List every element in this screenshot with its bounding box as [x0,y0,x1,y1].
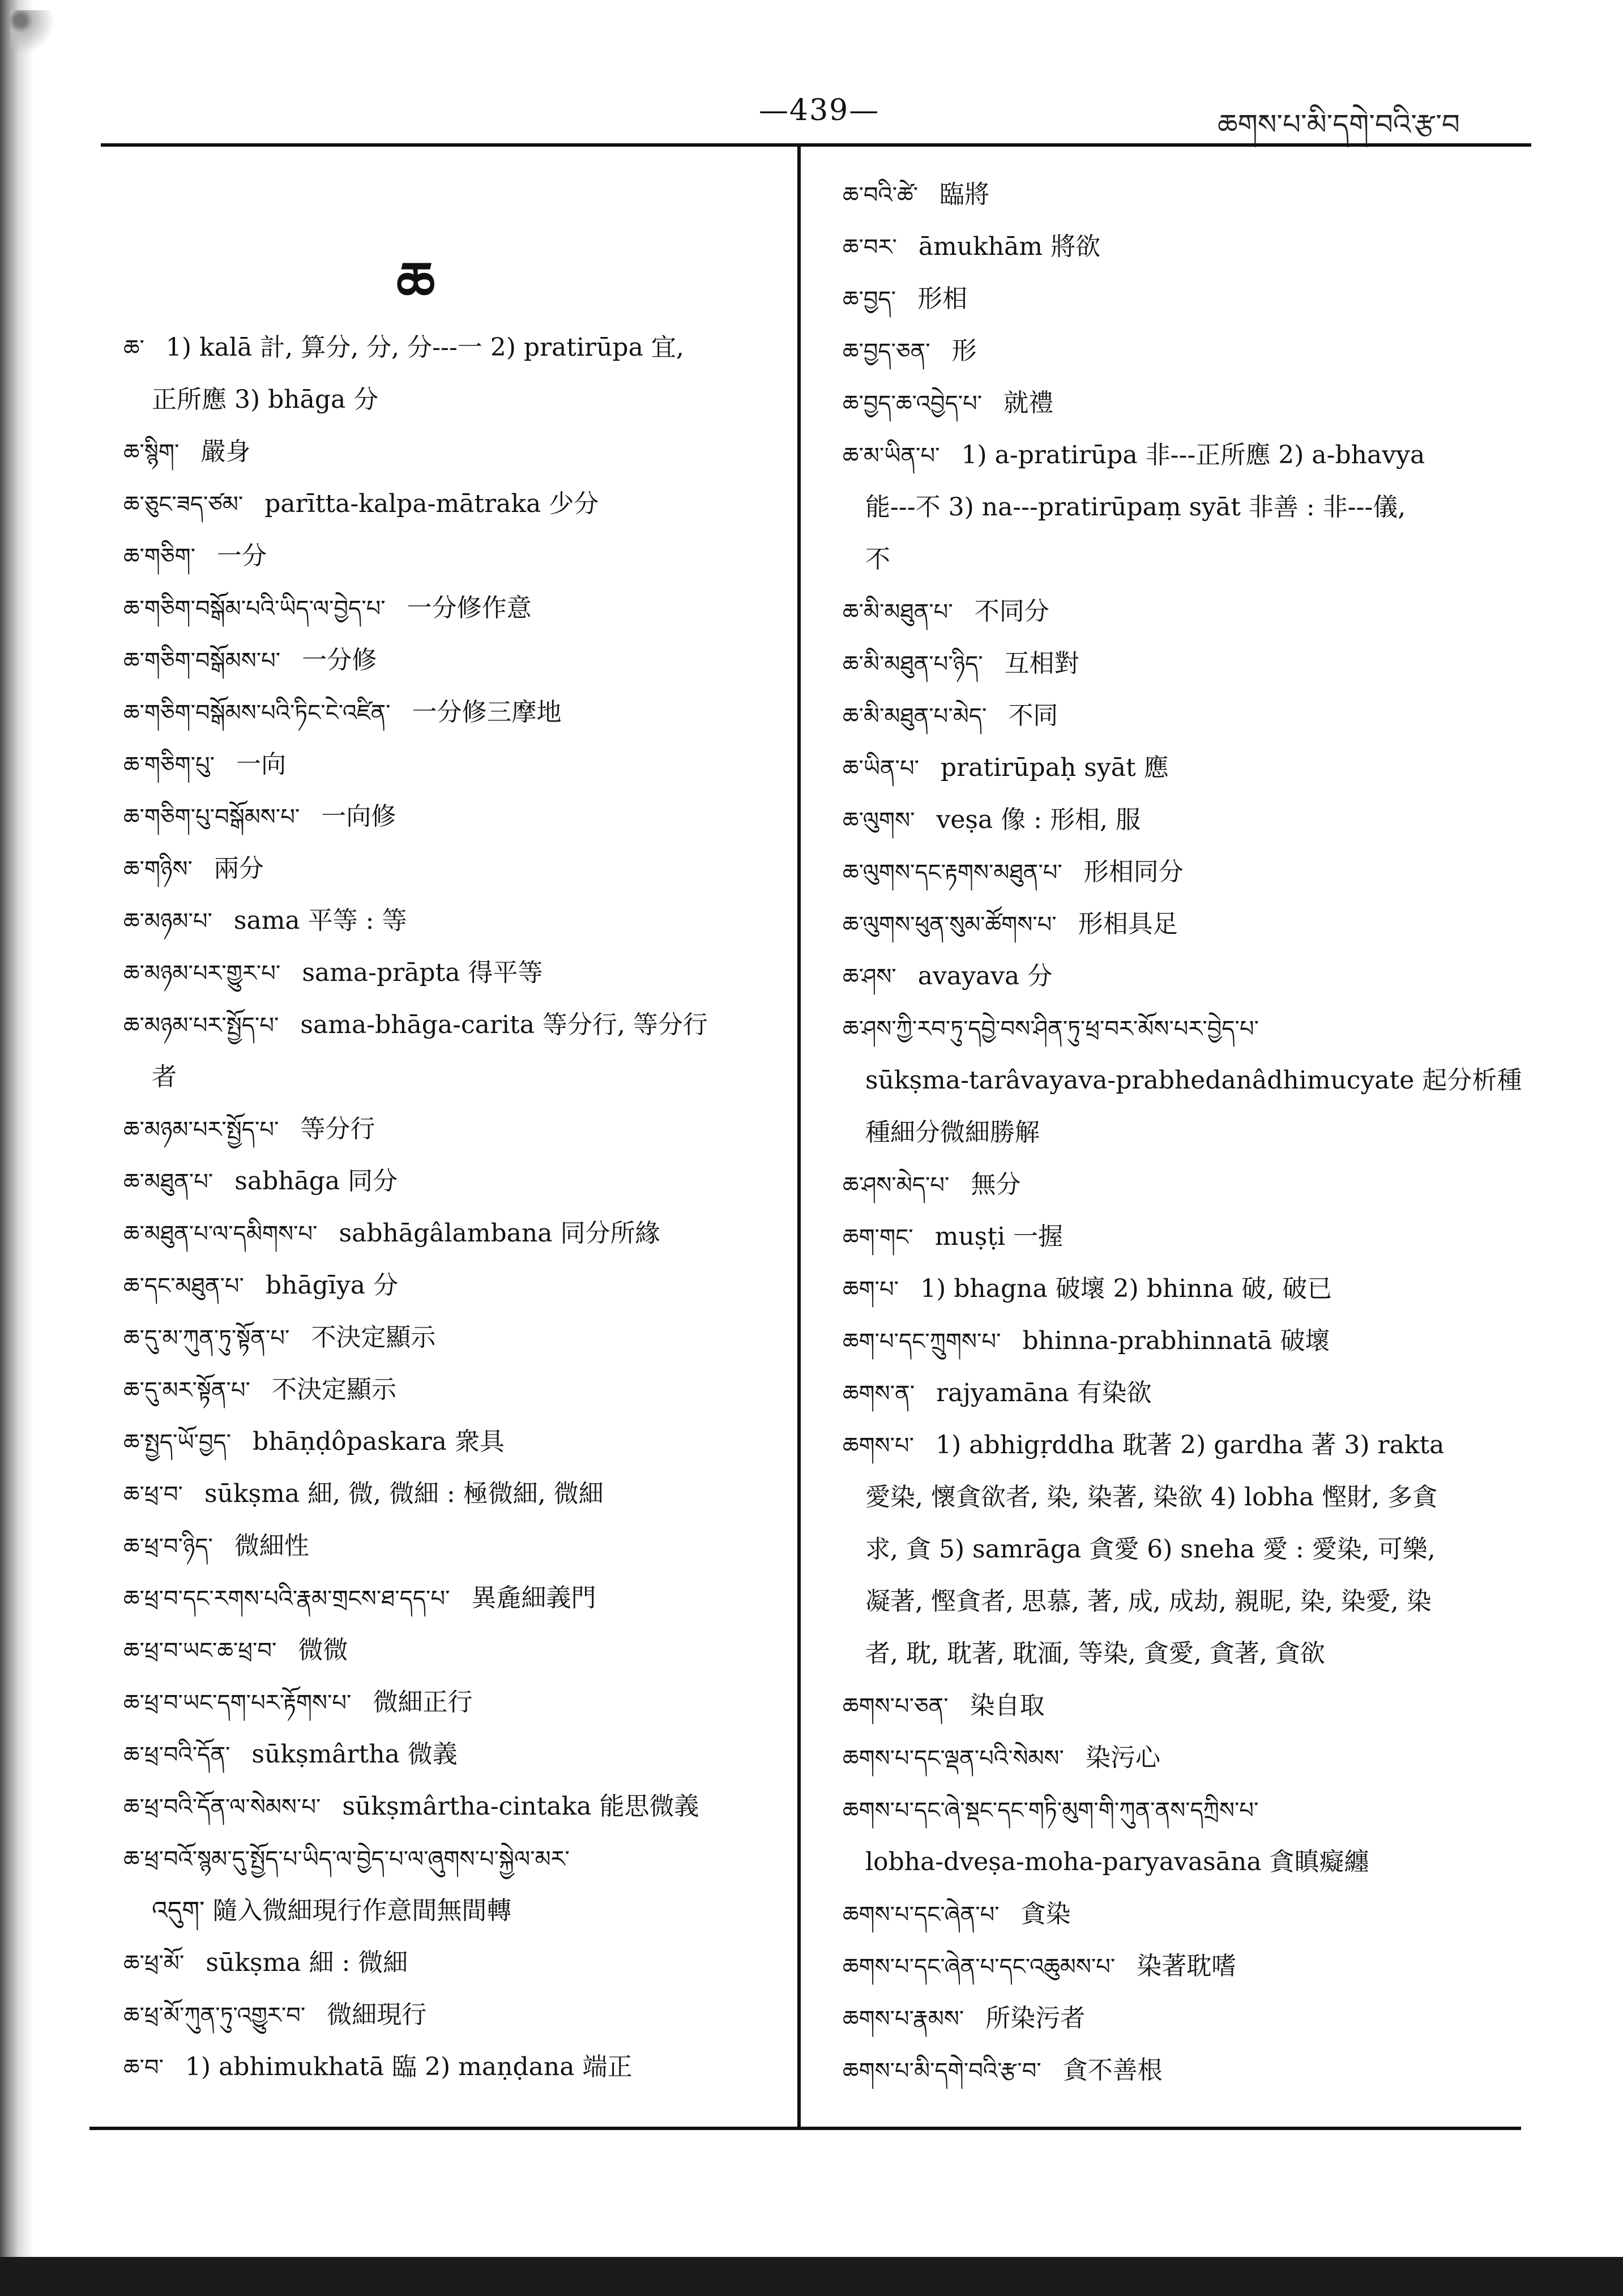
dictionary-entry [123,895,407,948]
entry-continuation: 不 [865,545,890,574]
entry-continuation: 求, 貪 5) samrāga 貪愛 6) sneha 愛 : 愛染, 可樂, [865,1535,1436,1564]
entry-continuation: 能---不 3) na---pratirūpaṃ syāt 非善 : 非---儀, [865,493,1406,522]
dictionary-entry [123,322,684,374]
dictionary-entry [843,169,989,221]
dictionary-entry [843,846,1184,899]
dictionary-entry [123,1624,348,1677]
dictionary-entry [123,1312,435,1364]
entry-definition: 微細正行 [373,1688,473,1717]
entry-headword: ཆག་གང་ [843,1224,913,1251]
entry-headword: ཆ་དུ་མར་སྟོན་པ་ [123,1377,250,1403]
scan-left-shadow [0,0,34,2296]
entry-headword: ཆ་བྱད་ཆ་འབྱེད་པ་ [843,391,983,417]
entry-headword: ཆ་བར་ [843,234,897,261]
dictionary-entry [123,1781,699,1833]
entry-definition: rajyamāna 有染欲 [936,1379,1152,1407]
entry-definition: parītta-kalpa-mātraka 少分 [264,489,599,518]
dictionary-entry [843,1159,1020,1211]
entry-definition: 形相 [917,284,968,313]
entry-definition: 染污心 [1085,1743,1160,1772]
dictionary-entry [123,426,250,479]
dictionary-entry [123,1468,604,1521]
dictionary-entry [123,1729,458,1781]
entry-definition: sūkṣmârtha 微義 [251,1740,458,1769]
dictionary-entry [843,429,1425,482]
entry-continuation: sūkṣma-tarâvayava-prabhedanâdhimucyate 起分析種 [865,1066,1522,1095]
entry-headword: ཆ་ལུགས་ [843,808,915,834]
entry-headword: ཆ་ཕྲ་བ་ [123,1482,183,1508]
entry-headword: ཆ་གཅིག་པུ་ [123,752,215,778]
column-divider [797,145,801,2127]
entry-headword: ཆགས་པ་མི་དགེ་བའི་རྩ་བ་ [843,2058,1041,2084]
dictionary-entry [123,1103,375,1156]
entry-headword: ཆ་མཐུན་པ་ [123,1169,213,1195]
entry-headword: ཆ་ཤས་ [843,964,896,990]
dictionary-entry [843,1732,1160,1785]
entry-definition: sūkṣma 細 : 微細 [206,1948,408,1977]
entry-definition: 不同分 [974,597,1049,626]
dictionary-entry [123,582,532,635]
entry-headword: ཆ་མཉམ་པར་སྤྱོད་པ་ [123,1013,279,1039]
entry-headword: ཆ་ཕྲ་མོ་ཀུན་ཏུ་འགྱུར་བ་ [123,2003,306,2029]
entry-definition: sama-bhāga-carita 等分行, 等分行 [300,1010,708,1039]
running-head: ཆགས་པ་མི་དགེ་བའི་རྩ་བ [1218,108,1460,141]
footer-rule [89,2127,1521,2130]
entry-definition: avayava 分 [917,962,1053,991]
entry-headword: ཆ་ཕྲ་བ་ཉིད་ [123,1534,213,1560]
entry-definition: 1) abhigṛddha 耽著 2) gardha 著 3) rakta [936,1431,1445,1459]
dictionary-entry [843,1315,1330,1368]
entry-definition: 一向修 [321,802,396,831]
entry-headword: ཆ་ཤས་ཀྱི་རབ་ཏུ་དབྱེ་བས་ཤིན་ཏུ་ཕྲ་བར་མོས་པར་བྱེད་པ་ [843,1016,1259,1042]
entry-definition: 貪不善根 [1062,2056,1163,2085]
entry-definition: 臨將 [939,180,989,209]
entry-headword: ཆ་གཅིག་ [123,544,196,570]
entry-definition: pratirūpaḥ syāt 應 [941,753,1169,782]
dictionary-entry [843,221,1100,274]
dictionary-entry [843,377,1053,430]
entry-definition: 一分修 [302,646,377,675]
dictionary-entry [843,1784,1280,1837]
entry-headword: ཆགས་པ་རྣམས་ [843,2006,964,2032]
dictionary-entry [843,690,1058,742]
dictionary-entry [123,1364,396,1416]
entry-definition: 不決定顯示 [271,1375,396,1404]
dictionary-entry [123,1416,505,1469]
entry-definition: sama-prāpta 得平等 [302,958,543,987]
entry-definition: sūkṣmârtha-cintaka 能思微義 [342,1792,699,1821]
entry-definition: 形 [951,336,977,365]
entry-continuation: 愛染, 懷貪欲者, 染, 染著, 染欲 4) lobha 慳財, 多貪 [865,1483,1438,1512]
entry-headword: ཆ་མཉམ་པ་ [123,908,212,934]
entry-definition: 微細性 [234,1531,309,1560]
entry-definition: sūkṣma 細, 微, 微細 : 極微細, 微細 [204,1479,604,1508]
dictionary-entry [123,634,377,687]
dictionary-entry [843,1992,1085,2045]
entry-headword: ཆགས་པ་དང་ཞེན་པ་དང་འཆུམས་པ་ [843,1954,1116,1980]
dictionary-entry [123,947,543,1000]
entry-continuation: འདུག་ 隨入微細現行作意間無間轉 [152,1896,512,1925]
entry-headword: ཆ་མི་མཐུན་པ་ཉིད་ [843,651,983,677]
entry-headword: ཆགས་པ་ཅན་ [843,1693,949,1719]
entry-headword: ཆ་བྱད་ [843,287,896,313]
entry-headword: ཆ་བྱད་ཅན་ [843,339,930,365]
entry-definition: 所染污者 [985,2004,1086,2033]
entry-continuation: 者, 耽, 耽著, 耽湎, 等染, 貪愛, 貪著, 貪欲 [865,1639,1325,1668]
entry-headword: ཆགས་པ་དང་ལྡན་པའི་སེམས་ [843,1746,1064,1772]
entry-definition: 1) bhagna 破壞 2) bhinna 破, 破已 [920,1274,1332,1303]
dictionary-entry [123,1833,591,1885]
dictionary-entry [843,1367,1152,1420]
dictionary-entry [843,2045,1163,2097]
entry-definition: 1) abhimukhatā 臨 2) maṇḍana 端正 [185,2052,633,2081]
entry-definition: 嚴身 [200,437,251,466]
dictionary-entry [843,325,977,378]
entry-definition: 1) kalā 計, 算分, 分, 分---一 2) pratirūpa 宜, [165,333,684,362]
scan-bottom-edge [0,2257,1623,2296]
entry-headword: ཆ་མི་མཐུན་པ་ [843,599,953,625]
entry-definition: āmukhām 將欲 [918,232,1101,261]
entry-headword: ཆག་པ་དང་ཀྲུགས་པ་ [843,1329,1001,1355]
entry-headword: ཆ་ཅུང་ཟད་ཙམ་ [123,492,244,518]
entry-definition: bhinna-prabhinnatā 破壞 [1022,1326,1330,1355]
entry-continuation: lobha-dveṣa-moha-paryavasāna 貪瞋癡纏 [865,1847,1369,1876]
entry-continuation: 種細分微細勝解 [865,1118,1040,1147]
dictionary-entry [123,1207,660,1260]
entry-headword: ཆ་ [123,335,144,361]
entry-headword: ཆ་ཕྲ་བའི་དོན་ལ་སེམས་པ་ [123,1794,321,1820]
entry-definition: 兩分 [213,854,264,883]
dictionary-entry [843,1888,1071,1941]
entry-definition: 一分修三摩地 [412,698,562,727]
entry-definition: 無分 [971,1170,1021,1199]
entry-headword: ཆགས་པ་ [843,1433,915,1459]
entry-headword: ཆ་དུ་མ་ཀུན་ཏུ་སྟོན་པ་ [123,1325,290,1351]
dictionary-entry [123,843,264,895]
entry-definition: 一分 [217,541,267,570]
dictionary-entry [843,1419,1444,1472]
entry-definition: 不決定顯示 [311,1323,436,1352]
entry-headword: ཆ་ཕྲ་བའོ་སྙམ་དུ་སྤྱོད་པ་ཡིད་ལ་བྱེད་པ་ལ་ཞུགས་པ་སྐྱེལ་མར་ [123,1846,570,1872]
entry-definition: 不同 [1008,701,1058,730]
entry-headword: ཆ་ལུགས་ཕུན་སུམ་ཚོགས་པ་ [843,912,1057,938]
entry-continuation: 正所應 3) bhāga 分 [152,385,379,414]
entry-definition: bhāgīya 分 [265,1271,398,1300]
entry-headword: ཆ་བའི་ཚེ་ [843,182,918,208]
entry-headword: ཆ་ལུགས་དང་རྟགས་མཐུན་པ་ [843,860,1062,886]
entry-headword: ཆ་ཤས་མེད་པ་ [843,1172,950,1198]
dictionary-entry [843,1211,1063,1264]
entry-definition: 1) a-pratirūpa 非---正所應 2) a-bhavya [961,441,1425,470]
entry-definition: sabhāgâlambana 同分所緣 [339,1219,660,1248]
entry-headword: ཆ་མཐུན་པ་ལ་དམིགས་པ་ [123,1221,318,1247]
dictionary-entry [123,1572,596,1625]
entry-definition: 一分修作意 [407,594,532,622]
entry-definition: 形相具足 [1078,910,1178,938]
entry-headword: ཆ་ཕྲ་མོ་ [123,1951,185,1977]
page-number: —439— [759,93,880,127]
dictionary-entry [123,1676,472,1729]
dictionary-entry [123,686,562,739]
dictionary-entry [843,794,1141,847]
dictionary-entry [123,2041,632,2094]
entry-headword: ཆ་མི་མཐུན་པ་མེད་ [843,703,987,729]
entry-definition: 貪染 [1020,1900,1071,1928]
entry-headword: ཆ་གཅིག་བསྒོམ་པའི་ཡིད་ལ་བྱེད་པ་ [123,596,386,622]
dictionary-entry [123,1989,426,2042]
dictionary-entry [123,1155,398,1208]
entry-headword: ཆ་མཉམ་པར་སྤྱོད་པ་ [123,1117,279,1143]
section-letter: ཆ [396,250,435,314]
entry-headword: ཆ་སྙིག་ [123,439,180,466]
entry-definition: 染著耽嗜 [1137,1952,1237,1981]
dictionary-entry [123,1520,309,1573]
entry-definition: 就禮 [1003,389,1054,417]
entry-definition: muṣṭi 一握 [934,1222,1064,1251]
entry-headword: ཆ་ཕྲ་བ་དང་རགས་པའི་རྣམ་གྲངས་ཐ་དད་པ་ [123,1586,450,1612]
dictionary-entry [843,586,1049,638]
entry-definition: 微細現行 [327,2000,427,2029]
entry-headword: ཆག་པ་ [843,1277,899,1303]
entry-definition: 形相同分 [1083,857,1184,886]
entry-headword: ཆ་མཉམ་པར་གྱུར་པ་ [123,961,281,987]
entry-continuation: 凝著, 慳貪者, 思慕, 著, 成, 成劫, 親昵, 染, 染愛, 染 [865,1587,1432,1616]
entry-definition: veṣa 像 : 形相, 服 [936,805,1141,834]
entry-headword: ཆ་གཅིག་བསྒོམས་པའི་ཏིང་ངེ་འཛིན་ [123,700,391,726]
entry-headword: ཆ་དང་མཐུན་པ་ [123,1273,244,1299]
dictionary-entry [123,530,267,583]
dictionary-entry [843,273,967,326]
entry-headword: ཆ་ཕྲ་བའི་དོན་ [123,1742,230,1768]
dictionary-entry [843,898,1178,951]
entry-definition: 染自取 [969,1691,1045,1720]
entry-headword: ཆ་མ་ཡིན་པ་ [843,443,940,469]
dictionary-entry [123,739,286,791]
dictionary-entry [843,1263,1332,1316]
entry-headword: ཆ་གཅིག་བསྒོམས་པ་ [123,648,281,674]
entry-definition: sabhāga 同分 [234,1167,398,1196]
dictionary-entry [123,1937,408,1990]
dictionary-entry [843,1940,1236,1993]
entry-continuation: 者 [152,1062,177,1091]
entry-headword: ཆ་བ་ [123,2055,164,2081]
entry-definition: 異麁細義門 [471,1584,596,1612]
entry-headword: ཆ་གཅིག་པུ་བསྒོམས་པ་ [123,804,300,830]
scan-corner-mark [10,10,61,61]
entry-headword: ཆགས་ན་ [843,1381,915,1407]
dictionary-entry [843,1002,1280,1055]
dictionary-entry [843,742,1169,795]
dictionary-entry [123,478,599,531]
dictionary-entry [123,791,396,843]
dictionary-entry [843,638,1079,690]
dictionary-entry [123,999,708,1052]
entry-headword: ཆགས་པ་དང་ཞེ་སྡང་དང་གཏི་མུག་གི་ཀུན་ནས་དཀྲིས་པ་ [843,1798,1259,1824]
dictionary-entry [123,1260,398,1312]
entry-headword: ཆ་ཕྲ་བ་ཡང་ཆ་ཕྲ་བ་ [123,1638,277,1664]
entry-definition: bhāṇḍôpaskara 衆具 [253,1427,505,1456]
entry-definition: 等分行 [300,1115,375,1143]
entry-headword: ཆ་གཉིས་ [123,856,193,882]
entry-headword: ཆགས་པ་དང་ཞེན་པ་ [843,1902,1000,1928]
entry-headword: ཆ་ཡིན་པ་ [843,756,919,782]
entry-definition: 微微 [298,1636,348,1665]
entry-definition: 互相對 [1004,649,1079,678]
entry-definition: 一向 [236,750,287,779]
entry-headword: ཆ་སྤྱད་ཡོ་བྱད་ [123,1429,232,1456]
entry-headword: ཆ་ཕྲ་བ་ཡང་དག་པར་རྟོགས་པ་ [123,1690,352,1716]
dictionary-entry [843,1680,1045,1732]
dictionary-entry [843,950,1052,1003]
header-rule [101,143,1531,147]
entry-definition: sama 平等 : 等 [233,906,407,935]
